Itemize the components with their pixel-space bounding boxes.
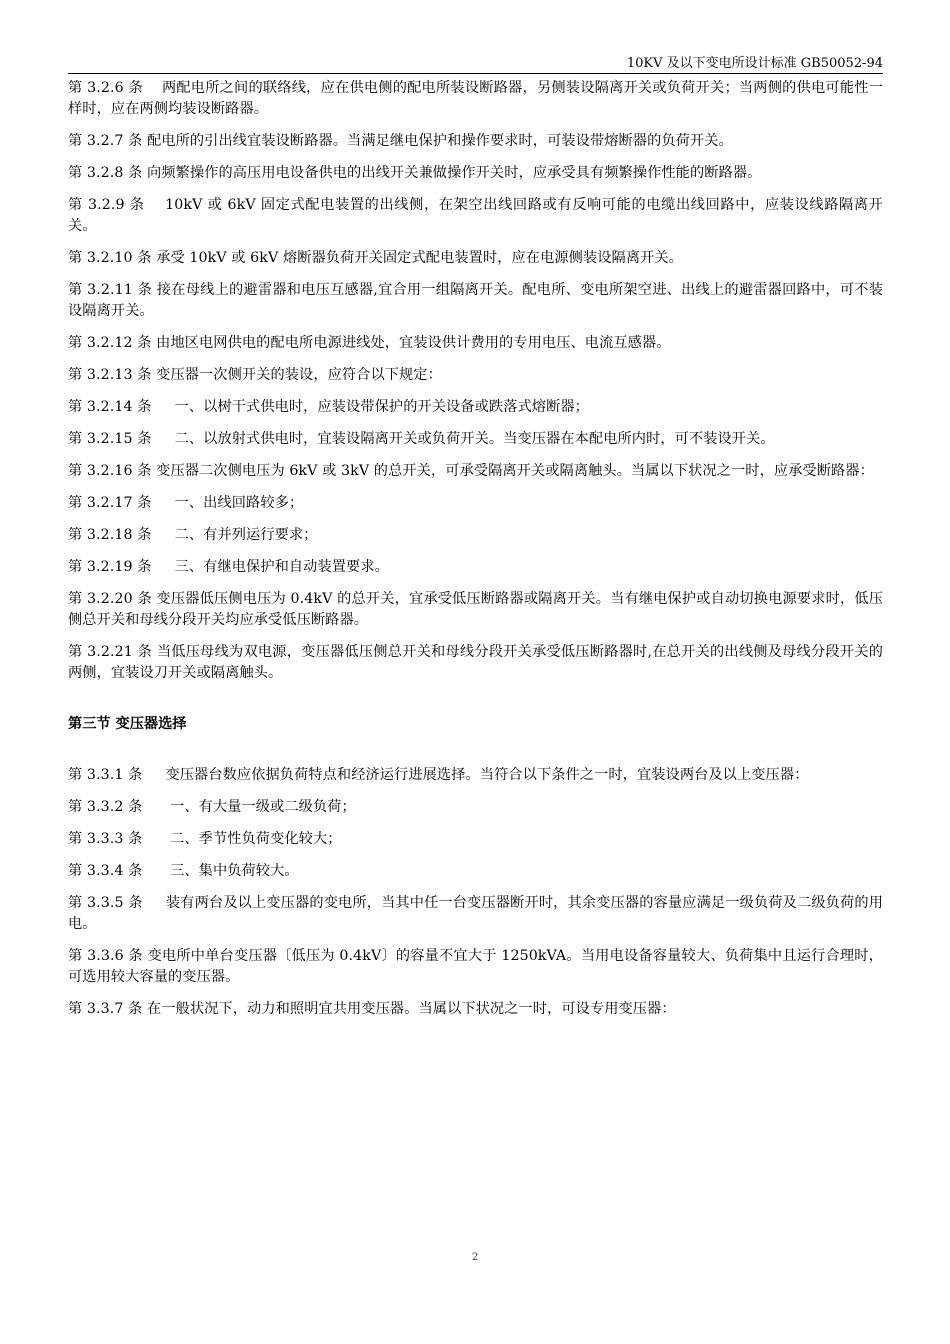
clause-number: 第 3.3.1 条: [68, 767, 143, 783]
clause-3-3-7: [68, 999, 883, 1020]
clause-number: 第 3.2.18 条: [68, 527, 152, 543]
clause-number: 第 3.2.10 条: [68, 250, 152, 266]
clause-text: 三、集中负荷较大。: [170, 863, 299, 879]
clause-3-2-12: [68, 333, 883, 354]
clause-text: 变电所中单台变压器〔低压为 0.4kV〕的容量不宜大于 1250kVA。当用电设备容量较大、负荷集中且运行合理时，可选用较大容量的变压器。: [68, 948, 883, 985]
clause-number: 第 3.2.12 条: [68, 335, 152, 351]
clause-text: 一、以树干式供电时，应装设带保护的开关设备或跌落式熔断器；: [174, 399, 589, 415]
clause-text: 10kV 或 6kV 固定式配电装置的出线侧，在架空出线回路或有反响可能的电缆出线回路中，应装设线路隔离开关。: [68, 197, 883, 234]
clause-text: 装有两台及以上变压器的变电所，当其中任一台变压器断开时，其余变压器的容量应满足一级负荷及二级负荷的用电。: [68, 895, 883, 932]
clause-3-2-14: [68, 397, 883, 418]
clause-3-2-6: [68, 78, 883, 120]
clause-text: 一、出线回路较多；: [174, 495, 304, 511]
clause-number: 第 3.2.20 条: [68, 591, 152, 607]
clause-3-3-3: [68, 829, 883, 850]
clause-number: 第 3.2.13 条: [68, 367, 152, 383]
clause-number: 第 3.2.6 条: [68, 80, 143, 96]
clause-3-3-5: [68, 893, 883, 935]
clause-3-2-10: [68, 248, 883, 269]
clause-text: 一、有大量一级或二级负荷；: [170, 799, 356, 815]
clause-text: 向频繁操作的高压用电设备供电的出线开关兼做操作开关时，应承受具有频繁操作性能的断路器。: [147, 165, 762, 181]
clause-number: 第 3.3.7 条: [68, 1001, 143, 1017]
clause-number: 第 3.2.16 条: [68, 463, 152, 479]
clause-text: 二、有并列运行要求；: [174, 527, 318, 543]
clause-3-2-16: [68, 461, 883, 482]
document-body: [68, 78, 883, 1031]
clause-text: 变压器台数应依据负荷特点和经济运行进展选择。当符合以下条件之一时，宜装设两台及以上变压器：: [165, 767, 809, 783]
clause-text: 接在母线上的避雷器和电压互感器,宜合用一组隔离开关。配电所、变电所架空进、出线上的避雷器回路中，可不装设隔离开关。: [68, 282, 883, 319]
clause-text: 两配电所之间的联络线，应在供电侧的配电所装设断路器，另侧装设隔离开关或负荷开关；当两侧的供电可能性一样时，应在两侧均装设断路器。: [68, 80, 883, 117]
clause-text: 三、有继电保护和自动装置要求。: [174, 559, 389, 575]
clause-text: 配电所的引出线宜装设断路器。当满足继电保护和操作要求时，可装设带熔断器的负荷开关。: [147, 133, 733, 149]
clause-text: 变压器低压侧电压为 0.4kV 的总开关，宜承受低压断路器或隔离开关。当有继电保护或自动切换电源要求时，低压侧总开关和母线分段开关均应承受低压断路器。: [68, 591, 883, 628]
clause-number: 第 3.3.5 条: [68, 895, 143, 911]
section-title: 第三节 变压器选择: [68, 716, 187, 732]
clause-3-2-11: [68, 280, 883, 322]
clause-number: 第 3.2.11 条: [68, 282, 153, 298]
clause-text: 变压器二次侧电压为 6kV 或 3kV 的总开关，可承受隔离开关或隔离触头。当属以下状况之一时，应承受断路器：: [156, 463, 874, 479]
clause-text: 在一般状况下，动力和照明宜共用变压器。当属以下状况之一时，可设专用变压器：: [147, 1001, 676, 1017]
clause-number: 第 3.2.15 条: [68, 431, 152, 447]
clause-3-2-18: [68, 525, 883, 546]
clause-3-2-21: [68, 642, 883, 684]
clause-3-2-17: [68, 493, 883, 514]
page-number: 2: [471, 1252, 479, 1263]
clause-number: 第 3.3.6 条: [68, 948, 143, 964]
clause-3-2-8: [68, 163, 883, 184]
clause-number: 第 3.2.7 条: [68, 133, 143, 149]
clause-number: 第 3.2.17 条: [68, 495, 152, 511]
clause-3-2-7: [68, 131, 883, 152]
clause-number: 第 3.3.3 条: [68, 831, 143, 847]
clause-3-3-6: [68, 946, 883, 988]
running-header: [68, 56, 883, 74]
clause-number: 第 3.3.4 条: [68, 863, 143, 879]
clause-3-2-20: [68, 589, 883, 631]
clause-text: 承受 10kV 或 6kV 熔断器负荷开关固定式配电装置时，应在电源侧装设隔离开关。: [156, 250, 683, 266]
clause-3-3-2: [68, 797, 883, 818]
clause-number: 第 3.2.19 条: [68, 559, 152, 575]
clause-3-2-19: [68, 557, 883, 578]
clause-3-2-9: [68, 195, 883, 237]
clause-3-2-13: [68, 365, 883, 386]
clause-3-3-4: [68, 861, 883, 882]
clause-number: 第 3.2.9 条: [68, 197, 145, 213]
clause-number: 第 3.3.2 条: [68, 799, 143, 815]
clause-number: 第 3.2.14 条: [68, 399, 152, 415]
clause-text: 二、季节性负荷变化较大；: [170, 831, 342, 847]
clause-text: 变压器一次侧开关的装设，应符合以下规定：: [156, 367, 442, 383]
clause-text: 二、以放射式供电时，宜装设隔离开关或负荷开关。当变压器在本配电所内时，可不装设开关。: [174, 431, 775, 447]
header-text: 10KV 及以下变电所设计标准 GB50052-94: [626, 56, 883, 71]
clause-3-2-15: [68, 429, 883, 450]
clause-text: 由地区电网供电的配电所电源进线处，宜装设供计费用的专用电压、电流互感器。: [156, 335, 671, 351]
clause-number: 第 3.2.21 条: [68, 644, 153, 660]
clause-text: 当低压母线为双电源，变压器低压侧总开关和母线分段开关承受低压断路器时,在总开关的出线侧及母线分段开关的两侧，宜装设刀开关或隔离触头。: [68, 644, 883, 681]
clause-3-3-1: [68, 765, 883, 786]
clause-number: 第 3.2.8 条: [68, 165, 143, 181]
